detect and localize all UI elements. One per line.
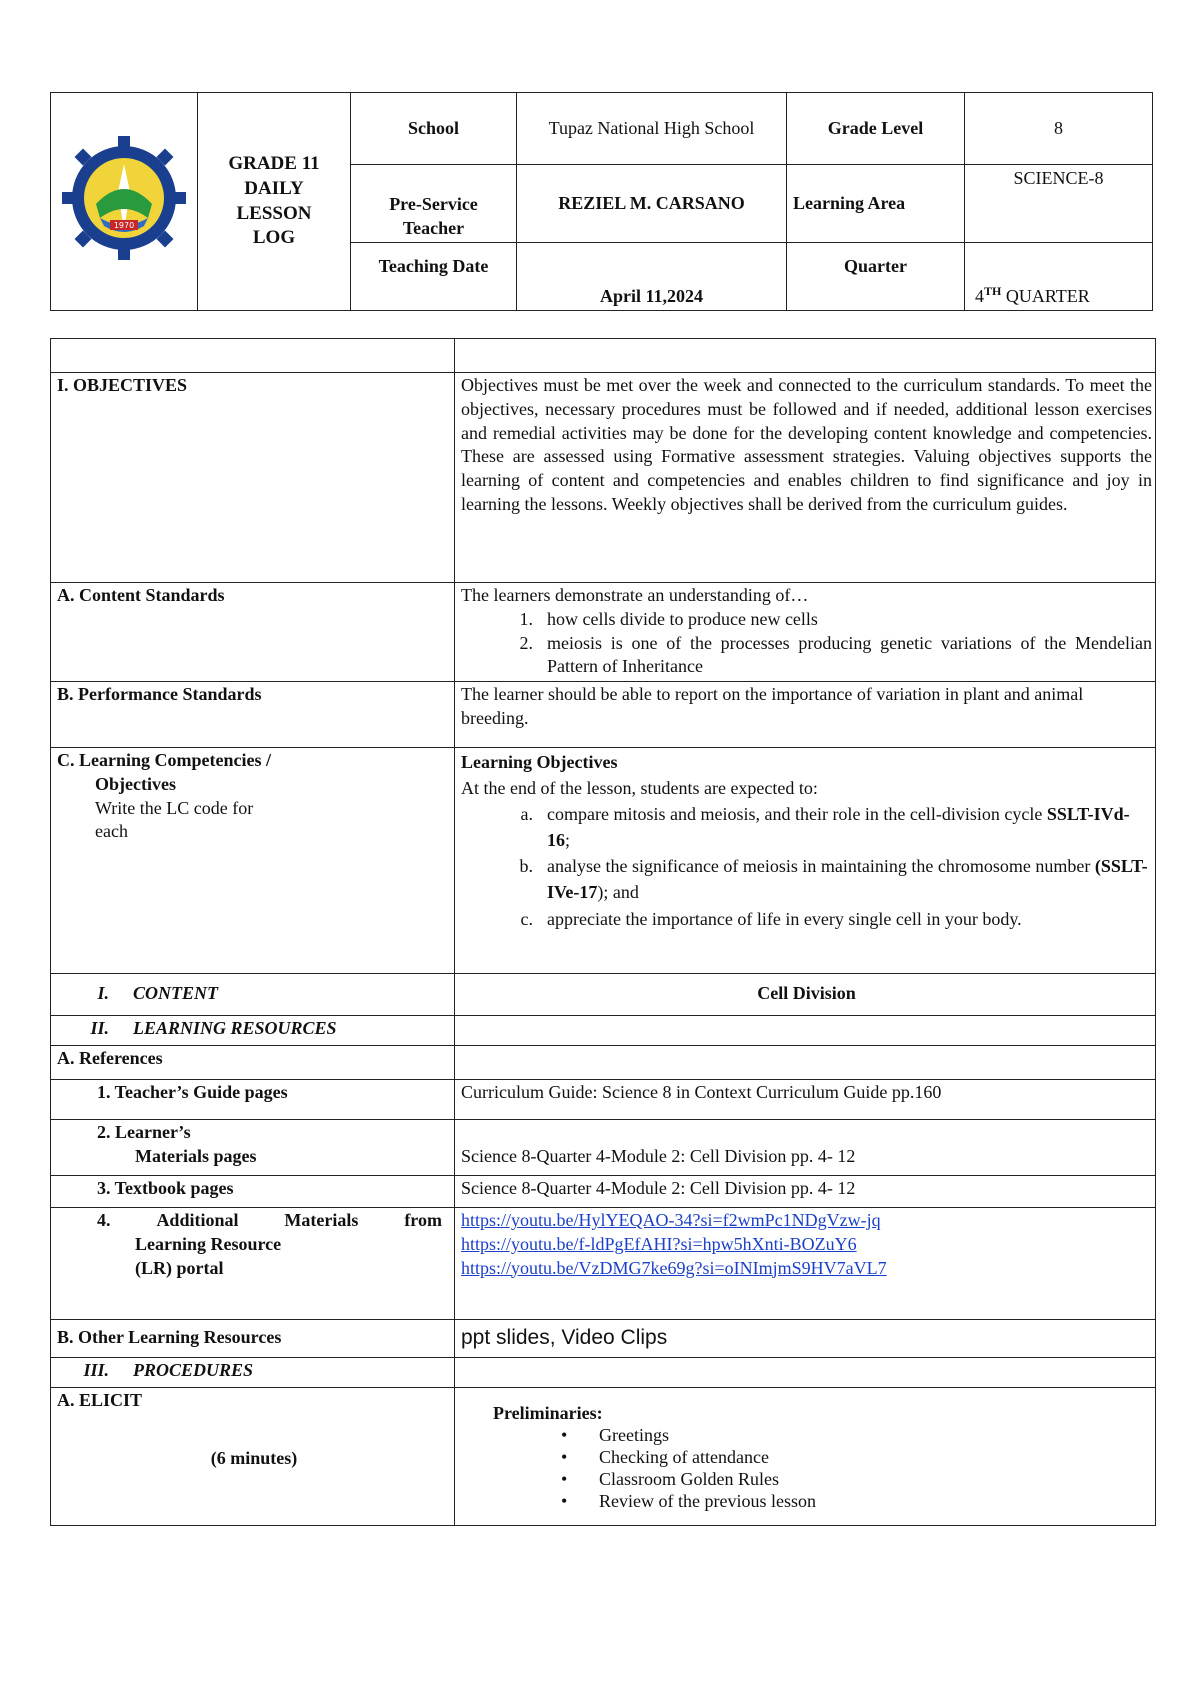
learning-resources-row	[51, 1016, 1156, 1046]
video-link-2[interactable]: https://youtu.be/f-ldPgEfAHI?si=hpw5hXnti-BOZuY6	[461, 1233, 857, 1254]
learners-materials-row	[51, 1120, 1156, 1176]
other-resources-row	[51, 1320, 1156, 1358]
teachers-guide-row	[51, 1080, 1156, 1120]
procedures-row	[51, 1358, 1156, 1388]
grade-title: GRADE 11 DAILY LESSON LOG	[198, 93, 351, 311]
textbook-value: Science 8-Quarter 4-Module 2: Cell Division pp. 4- 12	[455, 1176, 1156, 1208]
performance-standards-text: The learner should be able to report on the importance of variation in plant and animal breeding.	[455, 682, 1156, 748]
learning-objectives-intro: At the end of the lesson, students are expected to:	[461, 778, 818, 799]
performance-standards-row	[51, 682, 1156, 748]
lesson-table	[50, 338, 1156, 1526]
video-link-1[interactable]: https://youtu.be/HylYEQAO-34?si=f2wmPc1NDgVzw-jq	[461, 1210, 881, 1230]
elicit-cell	[455, 1388, 1156, 1526]
procedures-label: III. PROCEDURES	[51, 1358, 455, 1388]
competencies-note: Write the LC code for	[95, 797, 254, 818]
blank-cell-right	[455, 339, 1156, 373]
list-item: • Checking of attendance	[561, 1446, 769, 1467]
learners-materials-value: Science 8-Quarter 4-Module 2: Cell Division pp. 4- 12	[455, 1120, 1156, 1176]
grade-level-label: Grade Level	[787, 93, 965, 165]
textbook-row	[51, 1176, 1156, 1208]
grade-level-value: 8	[965, 93, 1153, 165]
blank-cell-left	[51, 339, 455, 373]
references-blank	[455, 1046, 1156, 1080]
objectives-label: I. OBJECTIVES	[51, 373, 455, 583]
references-label: A. References	[51, 1046, 455, 1080]
content-standards-cell	[455, 583, 1156, 682]
school-value: Tupaz National High School	[517, 93, 787, 165]
list-item: a. compare mitosis and meiosis, and their role in the cell-division cycle SSLT-IVd-16;	[520, 804, 1130, 851]
elicit-duration: (6 minutes)	[210, 1447, 298, 1468]
procedures-blank	[455, 1358, 1156, 1388]
list-item: • Review of the previous lesson	[561, 1490, 816, 1511]
performance-standards-label: B. Performance Standards	[51, 682, 455, 748]
elicit-row	[51, 1388, 1156, 1526]
learning-resources-blank	[455, 1016, 1156, 1046]
content-standards-row	[51, 583, 1156, 682]
objectives-text: Objectives must be met over the week and connected to the curriculum standards. To meet the objectives, necessary procedures must be followed and if needed, additional lesson exercises and remedial activities may be done for the developing content knowledge and competencies. These are assessed using Formative assessment strategies. Valuing objectives supports the learning of content and competencies and enables children to find significance and joy in learning the lessons. Weekly objectives shall be derived from the curriculum guides.	[455, 373, 1156, 583]
preliminaries-heading: Preliminaries:	[493, 1403, 603, 1423]
school-label: School	[351, 93, 517, 165]
logo-year: 1970	[113, 221, 135, 231]
teacher-value: REZIEL M. CARSANO	[517, 165, 787, 243]
list-item: • Classroom Golden Rules	[561, 1468, 779, 1489]
date-value: April 11,2024	[517, 243, 787, 311]
list-item: • Greetings	[561, 1424, 669, 1445]
teachers-guide-value: Curriculum Guide: Science 8 in Context Curriculum Guide pp.160	[455, 1080, 1156, 1120]
teachers-guide-label: 1. Teacher’s Guide pages	[51, 1080, 455, 1120]
learning-area-label: Learning Area	[787, 165, 965, 243]
learning-area-value: SCIENCE-8	[965, 165, 1153, 243]
textbook-label: 3. Textbook pages	[51, 1176, 455, 1208]
objectives-row	[51, 373, 1156, 583]
school-logo-cell	[51, 93, 198, 311]
learners-materials-label: 2. Learner’s Materials pages	[51, 1120, 455, 1176]
content-value: Cell Division	[455, 974, 1156, 1016]
additional-materials-links	[455, 1208, 1156, 1320]
content-standards-label: A. Content Standards	[51, 583, 455, 682]
content-row	[51, 974, 1156, 1016]
learning-resources-label: II. LEARNING RESOURCES	[51, 1016, 455, 1046]
references-row	[51, 1046, 1156, 1080]
teacher-label: Pre-Service Teacher	[351, 165, 517, 243]
content-label: I. CONTENT	[51, 974, 455, 1016]
school-logo-icon	[60, 134, 188, 262]
quarter-value: 4TH QUARTER	[965, 243, 1153, 311]
other-resources-value: ppt slides, Video Clips	[455, 1320, 1156, 1358]
additional-materials-row	[51, 1208, 1156, 1320]
list-item: c. appreciate the importance of life in every single cell in your body.	[520, 908, 1022, 929]
additional-materials-label: 4. Additional Materials from Learning Resource (LR) portal	[51, 1208, 455, 1320]
competencies-row	[51, 748, 1156, 974]
quarter-label: Quarter	[787, 243, 965, 311]
list-item: b. analyse the significance of meiosis in maintaining the chromosome number (SSLT-IVe-17); and	[519, 856, 1148, 903]
content-standards-intro: The learners demonstrate an understanding of…	[461, 585, 809, 605]
header-table	[50, 92, 1153, 311]
video-link-3[interactable]: https://youtu.be/VzDMG7ke69g?si=oINImjmS9HV7aVL7	[461, 1257, 887, 1278]
list-item: 1. how cells divide to produce new cells	[519, 608, 818, 629]
learning-objectives-heading: Learning Objectives	[461, 752, 618, 772]
elicit-label: A. ELICIT (6 minutes)	[51, 1388, 455, 1526]
competencies-cell	[455, 748, 1156, 974]
other-resources-label: B. Other Learning Resources	[51, 1320, 455, 1358]
list-item: 2. meiosis is one of the processes producing genetic variations of the Mendelian Pattern of Inheritance	[519, 632, 1152, 677]
date-label: Teaching Date	[351, 243, 517, 311]
competencies-label: C. Learning Competencies / Objectives Write the LC code for each	[51, 748, 455, 974]
